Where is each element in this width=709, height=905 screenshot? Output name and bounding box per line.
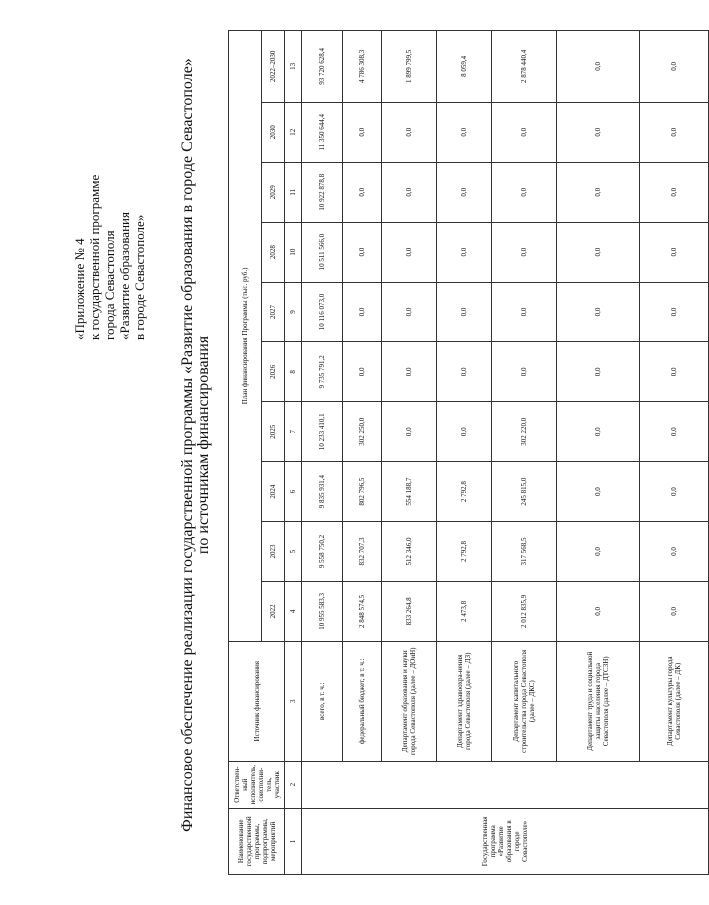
financing-table bbox=[228, 30, 709, 875]
value-cell: 0,0 bbox=[382, 102, 437, 162]
value-cell: 2 878 440,4 bbox=[492, 31, 557, 103]
value-cell: 10 922 878,8 bbox=[302, 162, 343, 222]
value-cell: 0,0 bbox=[437, 342, 492, 402]
header-year: 2029 bbox=[262, 162, 285, 222]
header-plan: План финансирования Программы (тыс. руб.) bbox=[229, 31, 262, 642]
value-cell: 0,0 bbox=[557, 282, 640, 342]
value-cell: 0,0 bbox=[640, 462, 709, 522]
column-number: 2 bbox=[285, 761, 302, 808]
appendix-note bbox=[72, 40, 147, 340]
value-cell: 0,0 bbox=[492, 342, 557, 402]
column-number: 10 bbox=[285, 222, 302, 282]
header-year: 2024 bbox=[262, 462, 285, 522]
value-cell: 0,0 bbox=[343, 222, 382, 282]
table-row bbox=[302, 31, 343, 875]
value-cell: 245 815,0 bbox=[492, 462, 557, 522]
source-cell: Департамент культуры города Севастополя (далее – ДК) bbox=[640, 641, 709, 761]
column-number: 8 bbox=[285, 342, 302, 402]
value-cell: 11 350 644,4 bbox=[302, 102, 343, 162]
value-cell: 0,0 bbox=[382, 282, 437, 342]
header-year: 2028 bbox=[262, 222, 285, 282]
value-cell: 0,0 bbox=[343, 342, 382, 402]
value-cell: 0,0 bbox=[343, 282, 382, 342]
value-cell: 10 955 583,3 bbox=[302, 581, 343, 641]
value-cell: 0,0 bbox=[557, 102, 640, 162]
value-cell: 0,0 bbox=[382, 342, 437, 402]
value-cell: 2 848 574,5 bbox=[343, 581, 382, 641]
value-cell: 0,0 bbox=[343, 102, 382, 162]
column-number: 5 bbox=[285, 522, 302, 582]
value-cell: 0,0 bbox=[640, 222, 709, 282]
value-cell: 0,0 bbox=[382, 222, 437, 282]
source-cell: Департамент образования и науки города Севастополя (далее – ДОиН) bbox=[382, 641, 437, 761]
value-cell: 0,0 bbox=[437, 282, 492, 342]
program-name: Государственная программа «Развитие образования в городе Севастополе» bbox=[302, 808, 709, 874]
value-cell: 0,0 bbox=[640, 342, 709, 402]
header-year: 2025 bbox=[262, 402, 285, 462]
value-cell: 0,0 bbox=[640, 31, 709, 103]
appendix-line: в городе Севастополе» bbox=[132, 214, 147, 340]
value-cell: 2 012 835,9 bbox=[492, 581, 557, 641]
table-row bbox=[557, 31, 640, 875]
value-cell: 0,0 bbox=[557, 462, 640, 522]
value-cell: 0,0 bbox=[492, 102, 557, 162]
column-number: 12 bbox=[285, 102, 302, 162]
source-cell: федеральный бюджет, в т. ч.: bbox=[343, 641, 382, 761]
value-cell: 0,0 bbox=[437, 222, 492, 282]
document-title bbox=[180, 45, 212, 845]
title-line-1: Финансовое обеспечение реализации государственной программы «Развитие образования в городе Севастополе» bbox=[179, 58, 196, 832]
header-executor: Ответствен-ный исполнитель, соисполни-тель, участник bbox=[229, 761, 285, 808]
value-cell: 0,0 bbox=[640, 162, 709, 222]
value-cell: 0,0 bbox=[382, 402, 437, 462]
table-row bbox=[382, 31, 437, 875]
value-cell: 302 250,0 bbox=[343, 402, 382, 462]
value-cell: 0,0 bbox=[640, 581, 709, 641]
value-cell: 10 233 410,1 bbox=[302, 402, 343, 462]
value-cell: 0,0 bbox=[492, 222, 557, 282]
value-cell: 1 899 799,5 bbox=[382, 31, 437, 103]
value-cell: 0,0 bbox=[557, 222, 640, 282]
value-cell: 0,0 bbox=[557, 581, 640, 641]
table-row bbox=[640, 31, 709, 875]
value-cell: 2 473,8 bbox=[437, 581, 492, 641]
header-year: 2022 bbox=[262, 581, 285, 641]
column-number: 9 bbox=[285, 282, 302, 342]
value-cell: 0,0 bbox=[343, 162, 382, 222]
value-cell: 9 558 750,2 bbox=[302, 522, 343, 582]
value-cell: 302 220,0 bbox=[492, 402, 557, 462]
value-cell: 2 792,8 bbox=[437, 522, 492, 582]
column-number: 1 bbox=[285, 808, 302, 874]
column-number: 11 bbox=[285, 162, 302, 222]
header-year: 2023 bbox=[262, 522, 285, 582]
value-cell: 0,0 bbox=[437, 162, 492, 222]
column-number: 13 bbox=[285, 31, 302, 103]
table-row bbox=[437, 31, 492, 875]
value-cell: 512 346,0 bbox=[382, 522, 437, 582]
value-cell: 0,0 bbox=[557, 162, 640, 222]
source-cell: Департамент капитального строительства города Севастополя (далее – ДКС) bbox=[492, 641, 557, 761]
value-cell: 10 116 073,0 bbox=[302, 282, 343, 342]
value-cell: 833 264,8 bbox=[382, 581, 437, 641]
value-cell: 317 568,5 bbox=[492, 522, 557, 582]
header-year: 2026 bbox=[262, 342, 285, 402]
value-cell: 0,0 bbox=[557, 402, 640, 462]
value-cell: 0,0 bbox=[382, 162, 437, 222]
header-year: 2027 bbox=[262, 282, 285, 342]
value-cell: 8 059,4 bbox=[437, 31, 492, 103]
value-cell: 0,0 bbox=[492, 162, 557, 222]
column-number: 4 bbox=[285, 581, 302, 641]
value-cell: 0,0 bbox=[640, 402, 709, 462]
value-cell: 0,0 bbox=[640, 102, 709, 162]
value-cell: 0,0 bbox=[557, 342, 640, 402]
source-cell: Департамент здравоохра-нения города Севастополя (далее – ДЗ) bbox=[437, 641, 492, 761]
value-cell: 832 707,3 bbox=[343, 522, 382, 582]
value-cell: 802 796,5 bbox=[343, 462, 382, 522]
value-cell: 554 188,7 bbox=[382, 462, 437, 522]
header-year: 2030 bbox=[262, 102, 285, 162]
table-row bbox=[343, 31, 382, 875]
header-year: 2022–2030 bbox=[262, 31, 285, 103]
value-cell: 2 792,8 bbox=[437, 462, 492, 522]
value-cell: 0,0 bbox=[492, 282, 557, 342]
source-cell: всего, в т. ч.: bbox=[302, 641, 343, 761]
column-number: 7 bbox=[285, 402, 302, 462]
column-number: 3 bbox=[285, 641, 302, 761]
value-cell: 0,0 bbox=[640, 522, 709, 582]
appendix-line: города Севастополя bbox=[102, 230, 117, 340]
value-cell: 4 786 308,3 bbox=[343, 31, 382, 103]
executor-cell bbox=[302, 761, 709, 808]
value-cell: 9 835 931,4 bbox=[302, 462, 343, 522]
value-cell: 0,0 bbox=[640, 282, 709, 342]
value-cell: 93 720 628,4 bbox=[302, 31, 343, 103]
value-cell: 10 511 566,0 bbox=[302, 222, 343, 282]
value-cell: 0,0 bbox=[437, 102, 492, 162]
appendix-line: «Развитие образования bbox=[117, 212, 132, 340]
value-cell: 9 735 791,2 bbox=[302, 342, 343, 402]
value-cell: 0,0 bbox=[557, 31, 640, 103]
value-cell: 0,0 bbox=[437, 402, 492, 462]
title-line-2: по источникам финансирования bbox=[195, 335, 212, 555]
column-number: 6 bbox=[285, 462, 302, 522]
header-name: Наименование государственной программы, подпрограммы, мероприятий bbox=[229, 808, 285, 874]
table-row bbox=[492, 31, 557, 875]
source-cell: Департамент труда и социальной защиты населения города Севастополя (далее – ДТСЗН) bbox=[557, 641, 640, 761]
appendix-line: к государственной программе bbox=[87, 174, 102, 340]
value-cell: 0,0 bbox=[557, 522, 640, 582]
appendix-line: «Приложение № 4 bbox=[72, 238, 87, 340]
header-source: Источник финансирования bbox=[229, 641, 285, 761]
